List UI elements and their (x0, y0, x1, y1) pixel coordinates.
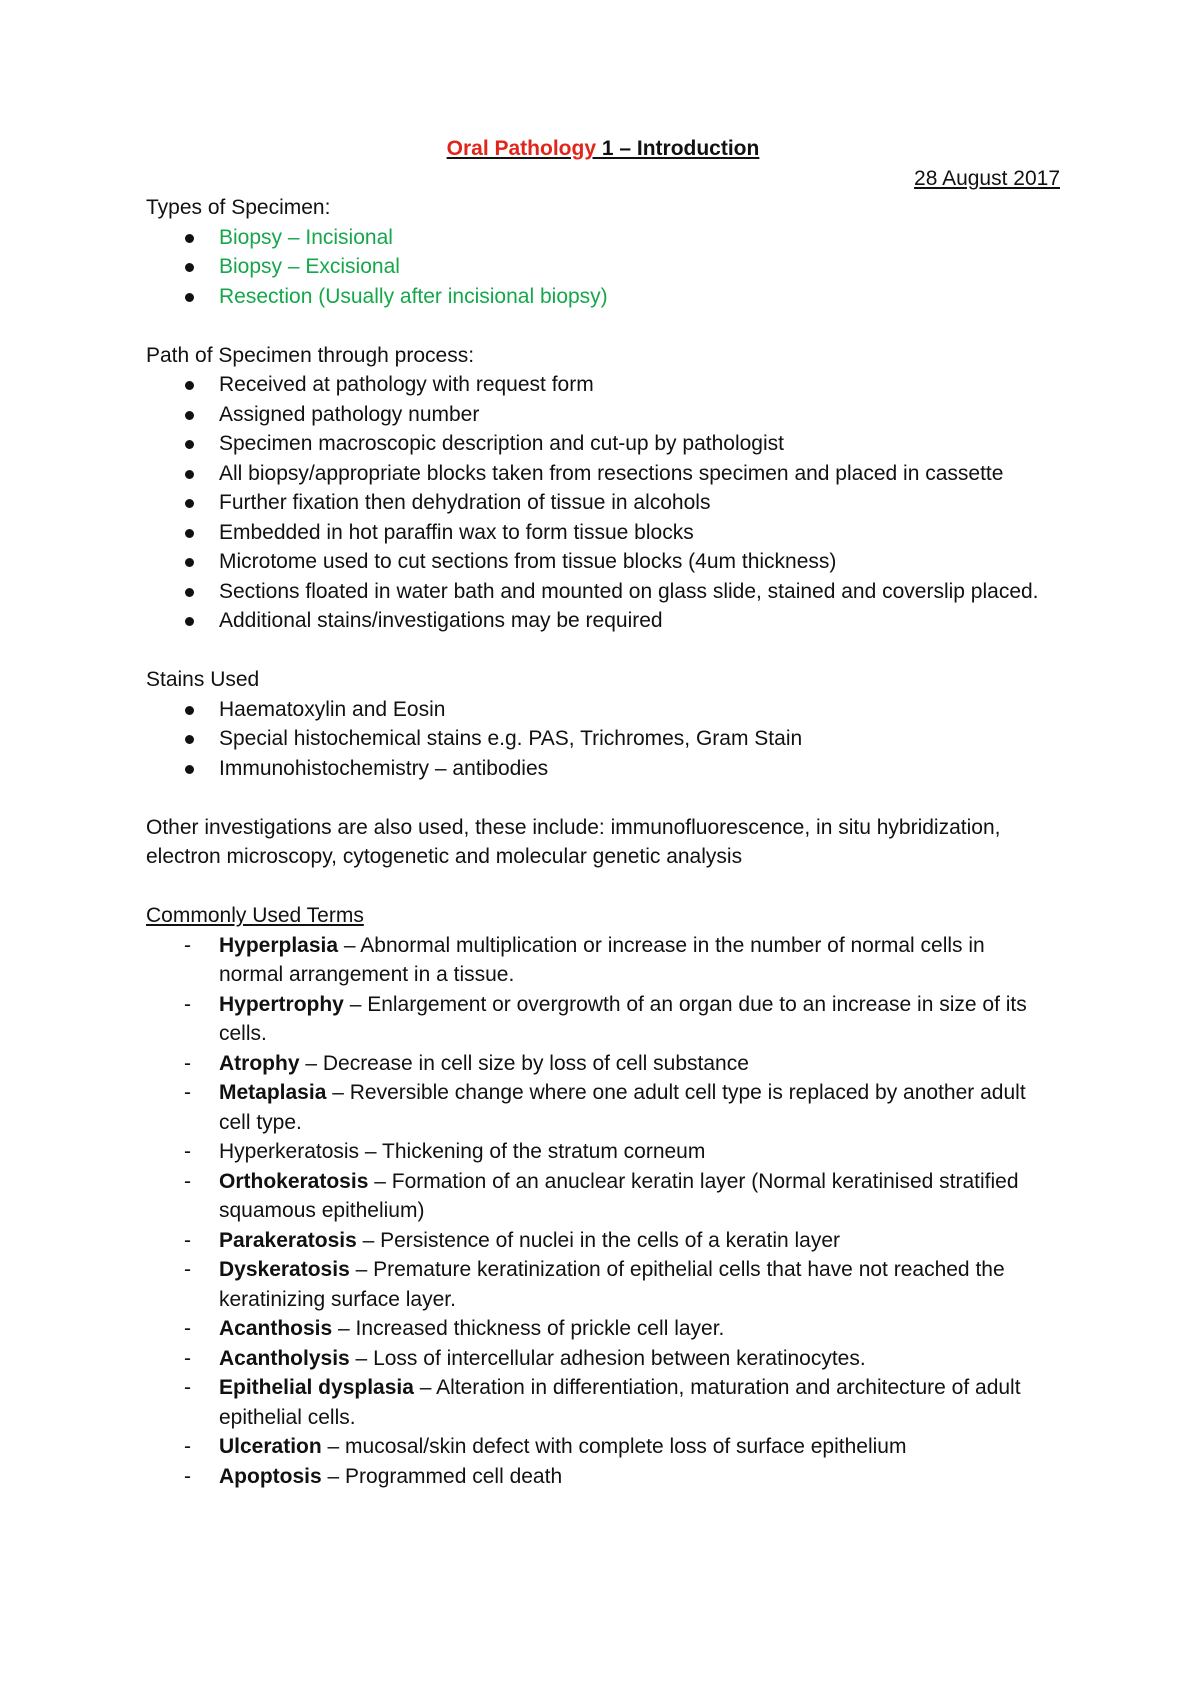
term-name: Apoptosis (219, 1464, 322, 1488)
dash-icon: - (184, 1258, 191, 1281)
list-item (146, 282, 1060, 312)
spacer (146, 636, 1060, 666)
term-name: Hyperkeratosis (219, 1140, 360, 1163)
term-name: Epithelial dysplasia (219, 1376, 414, 1399)
term-item (146, 1167, 1060, 1226)
list-item (146, 547, 1060, 577)
page-title (146, 134, 1060, 164)
list-item (146, 577, 1060, 607)
list-item-text: Sections floated in water bath and mounted on glass slide, stained and coverslip placed. (219, 579, 1039, 603)
stains-list (146, 695, 1060, 784)
bullet-icon (185, 765, 194, 774)
list-item-text: Special histochemical stains e.g. PAS, Trichromes, Gram Stain (219, 727, 803, 750)
term-definition: – Programmed cell death (321, 1464, 563, 1488)
bullet-icon (185, 529, 194, 538)
dash-icon: - (184, 1169, 191, 1193)
specimen-path-list (146, 370, 1060, 636)
term-name: Dyskeratosis (219, 1258, 350, 1281)
term-definition: – Reversible change where one adult cell type is replaced by another adult cell type. (219, 1081, 1026, 1134)
dash-icon: - (184, 1228, 191, 1252)
bullet-icon (185, 706, 194, 715)
term-definition: – Abnormal multiplication or increase in the number of normal cells in normal arrangement in a tissue. (219, 933, 985, 986)
list-item (146, 724, 1060, 754)
list-item-text: Biopsy – Incisional (219, 225, 393, 249)
list-item-text: Embedded in hot paraffin wax to form tissue blocks (219, 520, 694, 544)
dash-icon: - (184, 1051, 191, 1075)
term-name: Orthokeratosis (219, 1169, 369, 1193)
specimen-types-list (146, 223, 1060, 312)
dash-icon: - (184, 933, 191, 957)
term-item (146, 1462, 1060, 1492)
list-item (146, 400, 1060, 430)
term-name: Acanthosis (219, 1317, 333, 1340)
list-item-text: Received at pathology with request form (219, 373, 594, 396)
bullet-icon (185, 588, 194, 597)
term-definition: – Thickening of the stratum corneum (359, 1140, 706, 1163)
list-item-text: Haematoxylin and Eosin (219, 697, 446, 721)
bullet-icon (185, 735, 194, 744)
term-definition: – Enlargement or overgrowth of an organ due to an increase in size of its cells. (219, 992, 1027, 1045)
term-definition: – Decrease in cell size by loss of cell substance (299, 1051, 749, 1075)
list-item (146, 252, 1060, 282)
dash-icon: - (184, 1081, 191, 1104)
term-item (146, 1314, 1060, 1344)
terms-list (146, 931, 1060, 1492)
term-definition: – Formation of an anuclear keratin layer (Normal keratinised stratified squamous epithelium) (219, 1169, 1019, 1222)
dash-icon: - (184, 1464, 191, 1488)
dash-icon: - (184, 1140, 191, 1163)
title-rest: 1 – Introduction (596, 137, 760, 160)
bullet-icon (185, 381, 194, 390)
bullet-icon (185, 470, 194, 479)
title-subject: Oral Pathology (446, 137, 596, 160)
list-item-text: Immunohistochemistry – antibodies (219, 756, 549, 780)
dash-icon: - (184, 1346, 191, 1370)
term-definition: – Persistence of nuclei in the cells of a keratin layer (356, 1228, 841, 1252)
spacer (146, 783, 1060, 813)
term-name: Hypertrophy (219, 992, 344, 1016)
list-item-text: Biopsy – Excisional (219, 255, 400, 278)
list-item (146, 488, 1060, 518)
bullet-icon (185, 499, 194, 508)
term-definition: – Increased thickness of prickle cell layer. (332, 1317, 725, 1340)
term-name: Ulceration (219, 1435, 322, 1458)
term-item (146, 1373, 1060, 1432)
term-name: Acantholysis (219, 1346, 350, 1370)
list-item (146, 370, 1060, 400)
date-text: 28 August 2017 (914, 166, 1060, 190)
list-item (146, 459, 1060, 489)
list-item (146, 606, 1060, 636)
dash-icon: - (184, 1317, 191, 1340)
spacer (146, 311, 1060, 341)
document-date (146, 164, 1060, 194)
term-name: Parakeratosis (219, 1228, 357, 1252)
other-investigations-paragraph: Other investigations are also used, these include: immunofluorescence, in situ hybridization, electron microscopy, cytogenetic and molecular genetic analysis (146, 815, 1001, 868)
list-item (146, 518, 1060, 548)
list-item-text: Resection (Usually after incisional biopsy) (219, 284, 608, 308)
specimen-types-heading: Types of Specimen: (146, 196, 331, 219)
dash-icon: - (184, 1376, 191, 1399)
dash-icon: - (184, 1435, 191, 1458)
list-item-text: Assigned pathology number (219, 402, 480, 426)
term-item (146, 931, 1060, 990)
list-item-text: Additional stains/investigations may be required (219, 609, 663, 632)
term-name: Metaplasia (219, 1081, 327, 1104)
terms-heading: Commonly Used Terms (146, 904, 364, 927)
spacer (146, 872, 1060, 902)
bullet-icon (185, 234, 194, 243)
term-definition: – Loss of intercellular adhesion between keratinocytes. (349, 1346, 866, 1370)
term-definition: – Alteration in differentiation, maturation and architecture of adult epithelial cells. (219, 1376, 1021, 1429)
term-name: Atrophy (219, 1051, 300, 1075)
term-item (146, 1226, 1060, 1256)
list-item (146, 429, 1060, 459)
list-item (146, 223, 1060, 253)
bullet-icon (185, 263, 194, 272)
term-item (146, 990, 1060, 1049)
dash-icon: - (184, 992, 191, 1016)
list-item-text: All biopsy/appropriate blocks taken from resections specimen and placed in cassette (219, 461, 1004, 485)
bullet-icon (185, 617, 194, 626)
term-item (146, 1432, 1060, 1462)
bullet-icon (185, 293, 194, 302)
term-definition: – mucosal/skin defect with complete loss of surface epithelium (321, 1435, 907, 1458)
term-item (146, 1344, 1060, 1374)
term-item (146, 1137, 1060, 1167)
bullet-icon (185, 558, 194, 567)
list-item-text: Further fixation then dehydration of tissue in alcohols (219, 491, 711, 514)
list-item-text: Microtome used to cut sections from tissue blocks (4um thickness) (219, 550, 837, 573)
term-item (146, 1255, 1060, 1314)
stains-heading: Stains Used (146, 668, 260, 691)
bullet-icon (185, 440, 194, 449)
term-definition: – Premature keratinization of epithelial cells that have not reached the keratinizing surface layer. (219, 1258, 1005, 1311)
list-item (146, 695, 1060, 725)
term-item (146, 1078, 1060, 1137)
term-item (146, 1049, 1060, 1079)
list-item (146, 754, 1060, 784)
list-item-text: Specimen macroscopic description and cut-up by pathologist (219, 432, 784, 455)
bullet-icon (185, 411, 194, 420)
specimen-path-heading: Path of Specimen through process: (146, 343, 475, 367)
term-name: Hyperplasia (219, 933, 339, 957)
